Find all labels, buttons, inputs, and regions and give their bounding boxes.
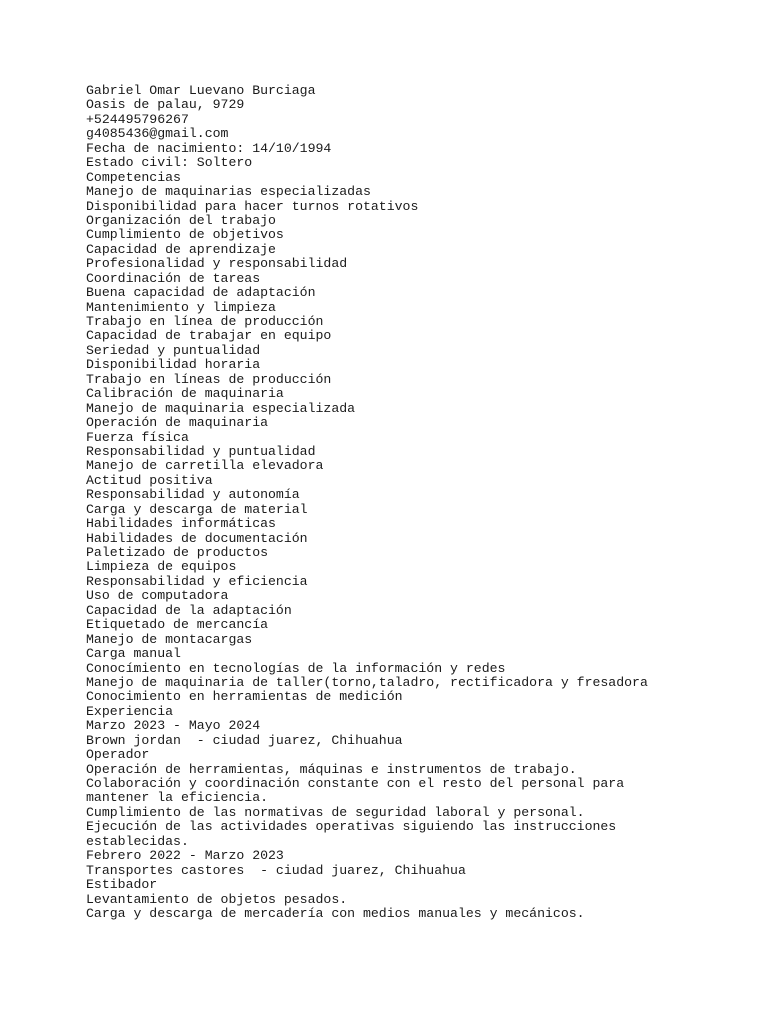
document-line: Calibración de maquinaria: [86, 386, 284, 402]
document-line: Carga y descarga de material: [86, 501, 308, 517]
document-line: Mantenimiento y limpieza: [86, 299, 276, 315]
document-line: Capacidad de aprendizaje: [86, 241, 276, 257]
document-line: mantener la eficiencia.: [86, 790, 269, 806]
document-line: Capacidad de la adaptación: [86, 602, 292, 618]
document-line: Conocímiento en tecnologías de la información y redes: [86, 660, 506, 676]
document-line: Manejo de maquinaria de taller(torno,taladro, rectificadora y fresadora: [86, 674, 648, 690]
document-line: Levantamiento de objetos pesados.: [86, 891, 348, 907]
document-line: Ejecución de las actividades operativas siguiendo las instrucciones: [86, 819, 617, 835]
document-line: Carga y descarga de mercadería con medios manuales y mecánicos.: [86, 905, 585, 921]
document-line: Manejo de maquinarias especializadas: [86, 184, 371, 200]
document-line: Paletizado de productos: [86, 545, 269, 560]
document-line: Buena capacidad de adaptación: [86, 285, 316, 301]
document-line: g4085436@gmail.com: [86, 126, 229, 142]
document-line: Conocimiento en herramientas de medición: [86, 689, 403, 705]
document-line: Limpieza de equipos: [86, 559, 237, 575]
document-line: Carga manual: [86, 646, 181, 662]
document-line: Disponibilidad horaria: [86, 357, 261, 373]
document-line: Responsabilidad y puntualidad: [86, 443, 316, 459]
document-line: Febrero 2022 - Marzo 2023: [86, 848, 284, 864]
document-line: Gabriel Omar Luevano Burciaga: [86, 83, 316, 98]
document-line: Estibador: [86, 877, 158, 893]
document-line: Uso de computadora: [86, 588, 229, 604]
document-line: Coordinación de tareas: [86, 270, 261, 286]
document-line: Marzo 2023 - Mayo 2024: [86, 718, 261, 734]
document-line: establecidas.: [86, 833, 189, 849]
document-line: Disponibilidad para hacer turnos rotativos: [86, 198, 419, 214]
document-line: Trabajo en línea de producción: [86, 314, 324, 329]
document-line: Experiencia: [86, 703, 174, 719]
document-line: Trabajo en líneas de producción: [86, 371, 332, 387]
document-line: Cumplimiento de objetivos: [86, 227, 284, 243]
document-line: Colaboración y coordinación constante con el resto del personal para: [86, 776, 625, 791]
document-line: Habilidades informáticas: [86, 516, 276, 532]
document-line: +524495796267: [86, 111, 189, 127]
document-line: Manejo de maquinaria especializada: [86, 400, 356, 416]
document-line: Responsabilidad y eficiencia: [86, 573, 308, 589]
document-line: Fuerza física: [86, 429, 189, 445]
document-line: Habilidades de documentación: [86, 530, 308, 546]
document-line: Fecha de nacimiento: 14/10/1994: [86, 140, 332, 156]
document-line: Actitud positiva: [86, 472, 213, 488]
document-line: Profesionalidad y responsabilidad: [86, 256, 348, 272]
document-line: Competencias: [86, 169, 181, 185]
document-line: Estado civil: Soltero: [86, 155, 253, 171]
document-line: Operador: [86, 747, 150, 763]
document-line: Manejo de montacargas: [86, 631, 253, 647]
document-line: Responsabilidad y autonomía: [86, 487, 300, 503]
document-line: Manejo de carretilla elevadora: [86, 458, 324, 474]
document-line: Operación de maquinaria: [86, 415, 269, 431]
document-line: Operación de herramientas, máquinas e instrumentos de trabajo.: [86, 761, 577, 777]
document-line: Seriedad y puntualidad: [86, 342, 261, 358]
document-line: Oasis de palau, 9729: [86, 97, 245, 113]
document-line: Transportes castores - ciudad juarez, Chihuahua: [86, 862, 466, 878]
document-line: Organización del trabajo: [86, 212, 276, 228]
document-line: Etiquetado de mercancía: [86, 617, 269, 633]
resume-document: [86, 84, 726, 921]
document-line: Capacidad de trabajar en equipo: [86, 328, 332, 344]
document-line: Brown jordan - ciudad juarez, Chihuahua: [86, 732, 403, 748]
document-line: Cumplimiento de las normativas de seguridad laboral y personal.: [86, 804, 585, 820]
